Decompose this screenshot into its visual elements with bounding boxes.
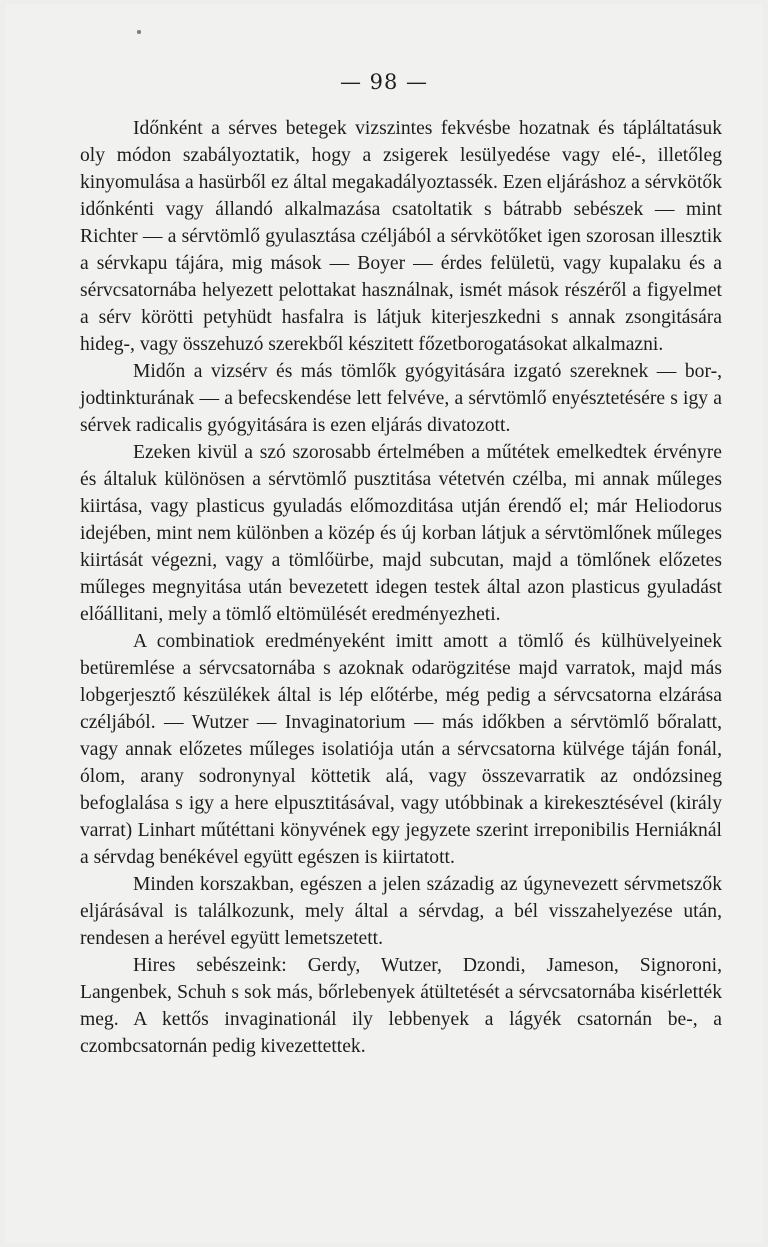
paragraph-4: A combinatiok eredményeként imitt amott a tömlő és külhüvelyeinek betüremlése a sérvcsatornába s azoknak odarögzitése majd varratok, majd más lobgerjesztő készülékek által is lép előtérbe, még pedig a sérvcsatorna elzárása czéljából. — Wutzer — Invaginatorium — más időkben a sérvtömlő bőralatt, vagy annak előzetes műleges isolatiója után a sérvcsatorna külvége táján fonál, ólom, arany sodronynyal köttetik alá, vagy összevarratik az ondózsineg befoglalása s igy a here elpusztitásával, vagy utóbbinak a kirekesztésével (király varrat) Linhart műtéttani könyvének egy jegyzete szerint irreponibilis Herniáknál a sérvdag benékével együtt egészen is kiirtatott. xyxy=(80,631,722,868)
paragraph-1: Időnként a sérves betegek vizszintes fekvésbe hozatnak és tápláltatásuk oly módon szabályoztatik, hogy a zsigerek lesülyedése vagy elé-, illetőleg kinyomulása a hasürből ez által megakadályoztassék. Ezen eljáráshoz a sérvkötők időnkénti vagy állandó alkalmazása csatoltatik s bátrabb sebészek — mint Richter — a sérvtömlő gyulasztása czéljából a sérvkötőket igen szorosan illesztik a sérvkapu tájára, mig mások — Boyer — érdes felületü, vagy kupalaku és a sérvcsatornába helyezett pelottakat használnak, ismét mások részéről a figyelmet a sérv körötti petyhüdt hasfalra is látjuk kiterjeszkedni s annak zsongitására hideg-, vagy összehuzó szerekből készitett főzetborogatásokat alkalmazni. xyxy=(80,118,722,355)
page-number: — 98 — xyxy=(339,70,429,94)
paragraph-2: Midőn a vizsérv és más tömlők gyógyitására izgató szereknek — bor-, jodtinkturának — a befecskendése lett felvéve, a sérvtömlő enyésztetésére s igy a sérvek radicalis gyógyitására is ezen eljárás divatozott. xyxy=(80,361,722,436)
paragraph-6: Hires sebészeink: Gerdy, Wutzer, Dzondi, Jameson, Signoroni, Langenbek, Schuh s sok más, bőrlebenyek átültetését a sérvcsatornába kisérlették meg. A kettős invaginationál ily lebbenyek a lágyék csatornán be-, a czombcsatornán pedig kivezettettek. xyxy=(80,955,722,1057)
ink-speck xyxy=(137,30,141,34)
paragraph-5: Minden korszakban, egészen a jelen századig az úgynevezett sérvmetszők eljárásával is találkozunk, mely által a sérvdag, a bél visszahelyezése után, rendesen a herével együtt lemetszetett. xyxy=(80,874,722,949)
body-text xyxy=(80,115,722,1060)
paragraph-3: Ezeken kivül a szó szorosabb értelmében a műtétek emelkedtek érvényre és általuk különösen a sérvtömlő pusztitása vétetvén czélba, mi annak műleges kiirtása, vagy plasticus gyuladás előmozditása utján érendő el; már Heliodorus idejében, mint nem különben a közép és új korban látjuk a sérvtömlőnek műleges kiirtását végezni, vagy a tömlőürbe, majd subcutan, majd a tömlőnek előzetes műleges megnyitása után bevezetett idegen testek által azon plasticus gyuladást előállitani, mely a tömlő eltömülését eredményezheti. xyxy=(80,442,722,625)
